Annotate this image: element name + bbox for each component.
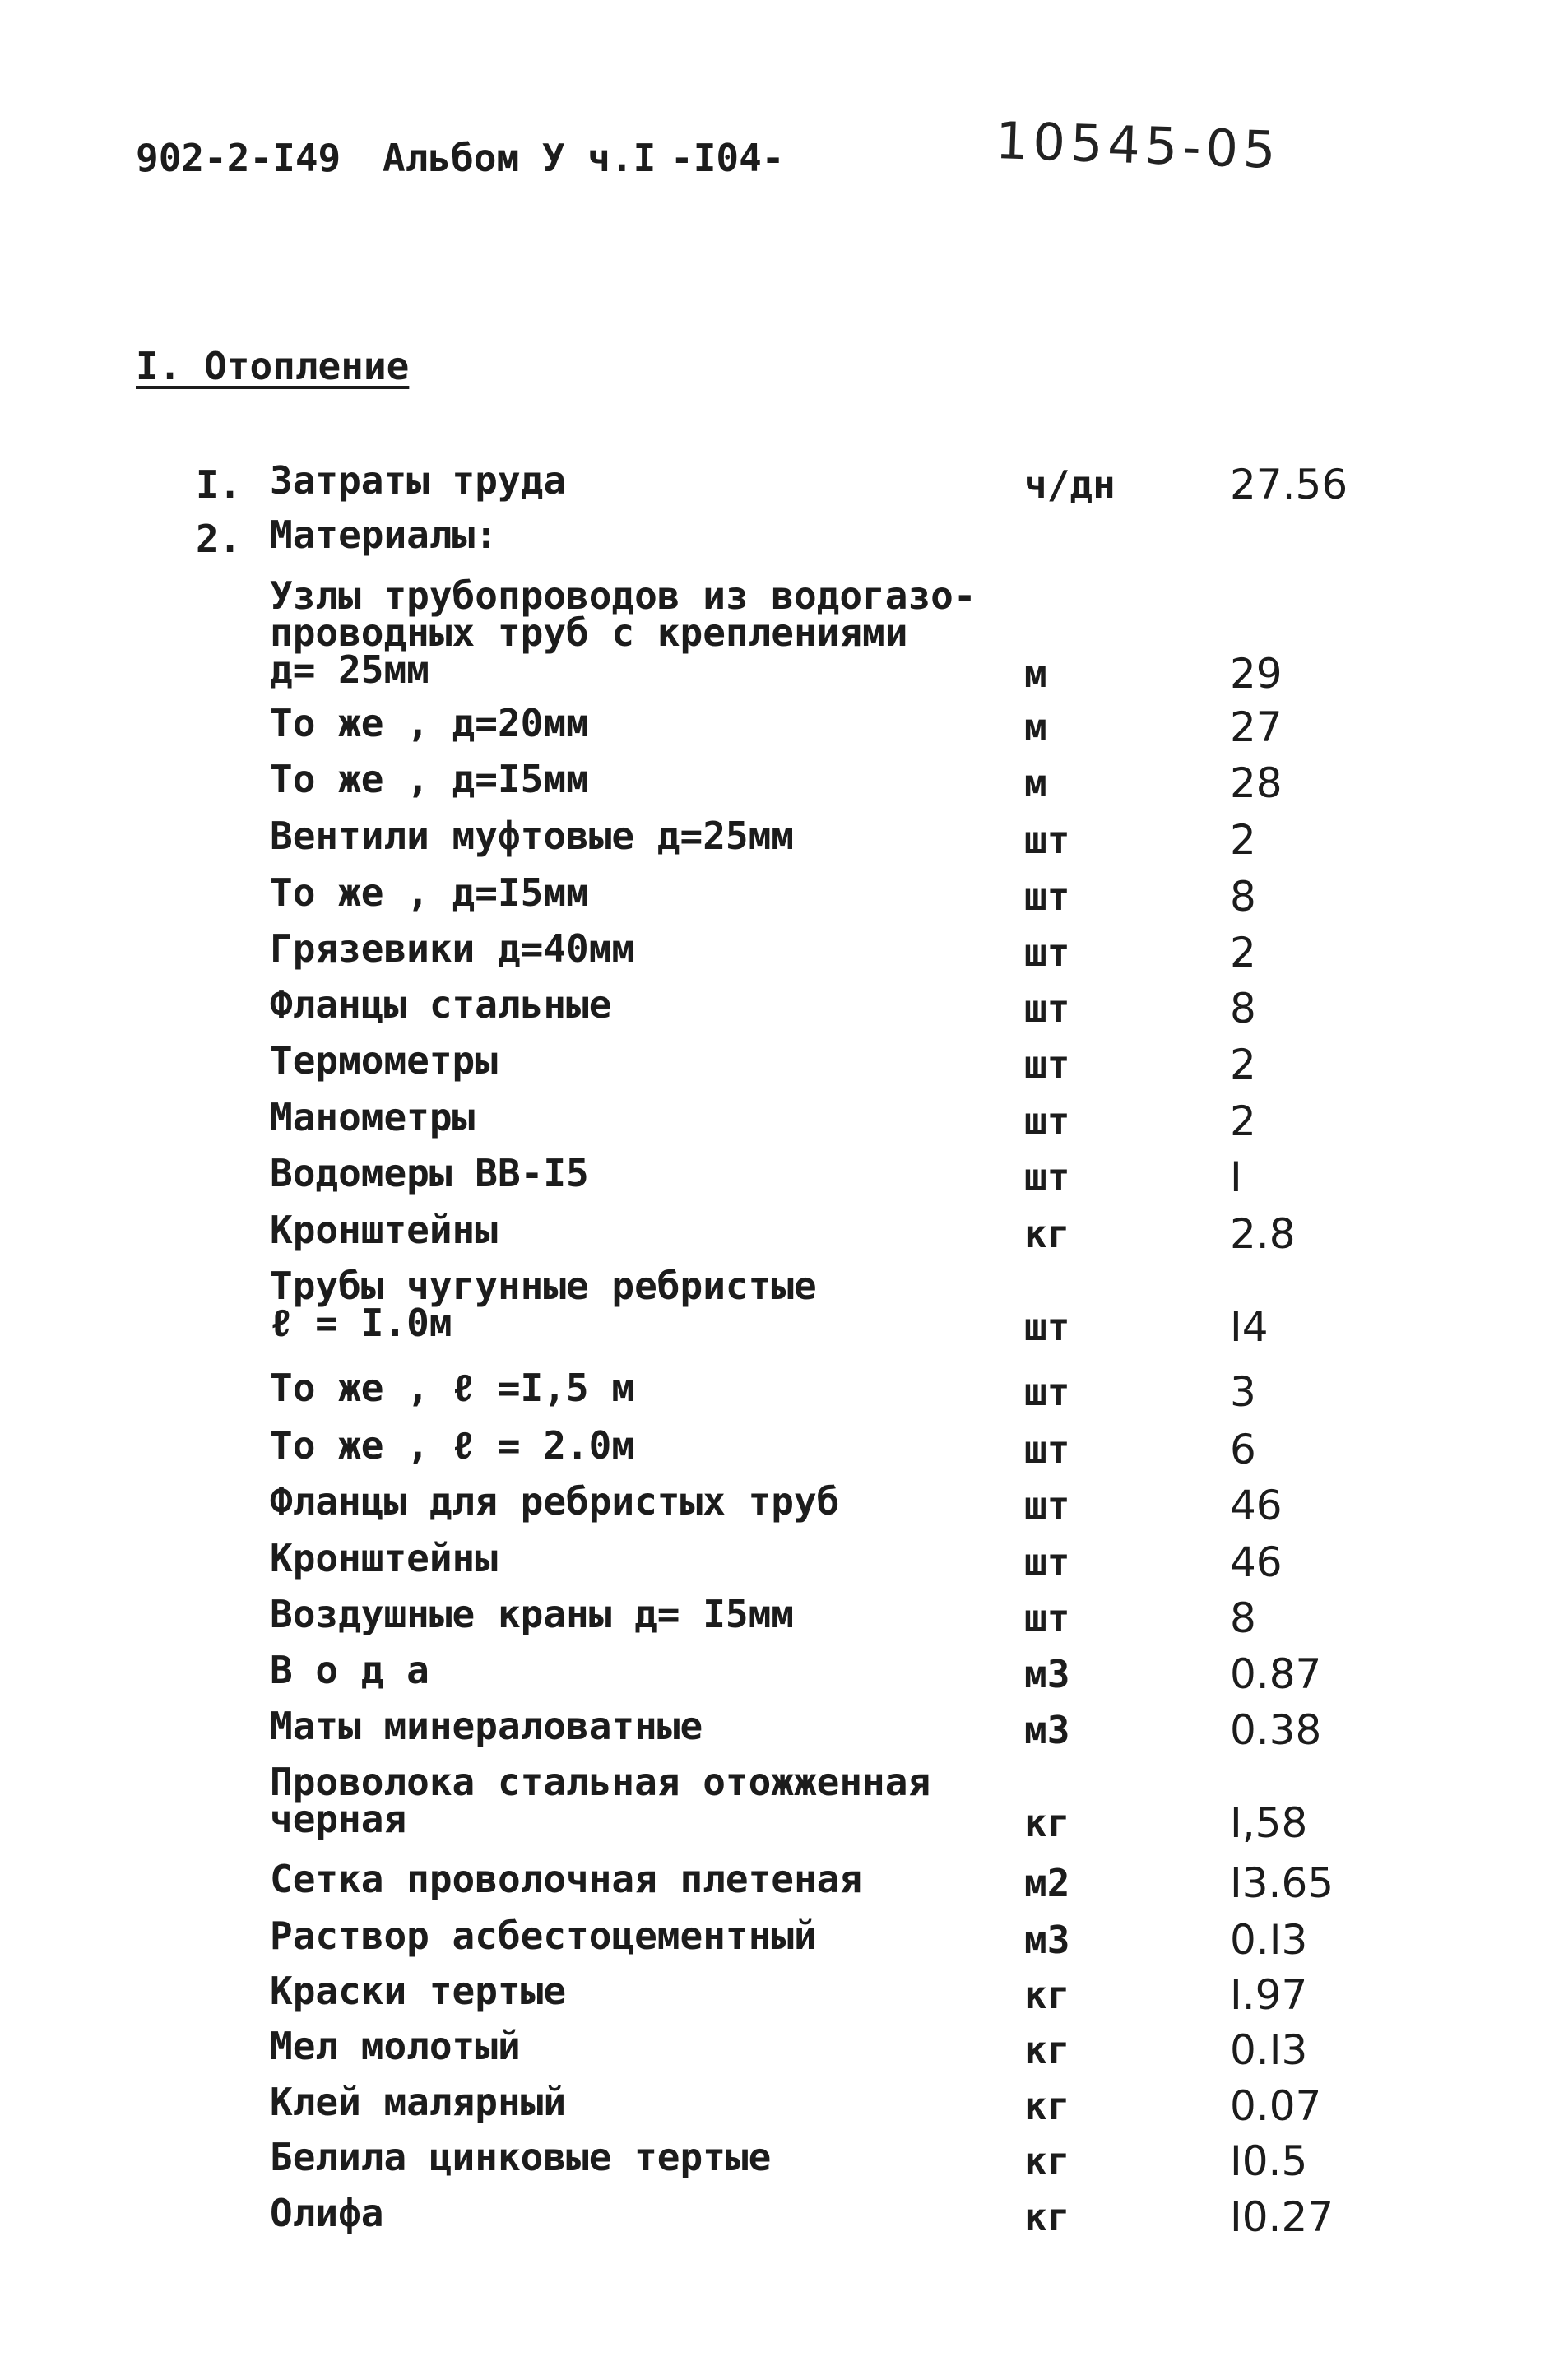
item-name: Кронштейны bbox=[270, 1536, 498, 1580]
handwritten-number: 10545-05 bbox=[994, 109, 1282, 181]
item-name: Термометры bbox=[270, 1038, 498, 1083]
item-name: Мел молотый bbox=[270, 2024, 521, 2068]
item-name: Маты минераловатные bbox=[270, 1704, 703, 1748]
item-unit: м2 bbox=[1024, 1861, 1070, 1905]
item-quantity: I0.27 bbox=[1230, 2193, 1334, 2241]
item-unit: кг bbox=[1024, 1212, 1070, 1256]
item-unit: шт bbox=[1024, 930, 1070, 975]
item-unit: шт bbox=[1024, 1596, 1070, 1640]
item-name: То же , ℓ =I,5 м bbox=[270, 1366, 635, 1410]
item-name: То же , д=20мм bbox=[270, 701, 589, 745]
item-unit: ч/дн bbox=[1024, 462, 1116, 507]
item-unit: шт bbox=[1024, 818, 1070, 862]
document-code: 902-2-I49 bbox=[136, 136, 341, 180]
item-quantity: 2.8 bbox=[1230, 1210, 1296, 1258]
item-unit: м3 bbox=[1024, 1708, 1070, 1752]
item-quantity: 46 bbox=[1230, 1482, 1283, 1529]
item-unit: кг bbox=[1024, 2028, 1070, 2072]
item-name: Материалы: bbox=[270, 513, 498, 557]
item-quantity: 3 bbox=[1230, 1368, 1256, 1416]
item-unit: м bbox=[1024, 705, 1047, 749]
item-unit: м bbox=[1024, 652, 1047, 696]
item-unit: кг bbox=[1024, 1973, 1070, 2017]
item-number: I. bbox=[196, 462, 242, 507]
item-unit: м bbox=[1024, 761, 1047, 805]
item-number: 2. bbox=[196, 517, 242, 561]
album-label: Альбом У ч.I bbox=[383, 136, 657, 180]
item-quantity: 2 bbox=[1230, 816, 1256, 864]
item-unit: шт bbox=[1024, 1427, 1070, 1472]
item-quantity: 0.87 bbox=[1230, 1650, 1322, 1698]
item-quantity: 2 bbox=[1230, 1041, 1256, 1088]
item-unit: шт bbox=[1024, 1155, 1070, 1199]
item-quantity: 27 bbox=[1230, 703, 1283, 751]
item-quantity: I,58 bbox=[1230, 1799, 1308, 1847]
item-name: Вентили муфтовые д=25мм bbox=[270, 814, 794, 858]
item-name: Водомеры ВВ-I5 bbox=[270, 1151, 589, 1195]
item-unit: кг bbox=[1024, 2139, 1070, 2183]
page-number: -I04- bbox=[670, 136, 785, 180]
item-quantity: 0.07 bbox=[1230, 2082, 1322, 2130]
item-unit: кг bbox=[1024, 2084, 1070, 2128]
item-unit: шт bbox=[1024, 1099, 1070, 1144]
item-quantity: 2 bbox=[1230, 929, 1256, 977]
item-name: Фланцы стальные bbox=[270, 982, 612, 1027]
item-quantity: 0.I3 bbox=[1230, 2026, 1308, 2074]
item-name: Белила цинковые тертые bbox=[270, 2135, 772, 2179]
item-name: То же , д=I5мм bbox=[270, 870, 589, 915]
item-quantity: 8 bbox=[1230, 1594, 1256, 1642]
item-unit: шт bbox=[1024, 1370, 1070, 1414]
item-unit: шт bbox=[1024, 1042, 1070, 1087]
item-quantity: 0.I3 bbox=[1230, 1916, 1308, 1964]
item-name: То же , д=I5мм bbox=[270, 757, 589, 801]
item-name: Клей малярный bbox=[270, 2080, 567, 2124]
item-unit: кг bbox=[1024, 1801, 1070, 1845]
item-name: Краски тертые bbox=[270, 1969, 567, 2013]
item-unit: м3 bbox=[1024, 1918, 1070, 1962]
item-quantity: 0.38 bbox=[1230, 1706, 1322, 1754]
item-quantity: 46 bbox=[1230, 1538, 1283, 1586]
item-quantity: 2 bbox=[1230, 1097, 1256, 1145]
section-title: I. Отопление bbox=[136, 344, 410, 388]
item-quantity: 27.56 bbox=[1230, 461, 1348, 508]
item-quantity: I.97 bbox=[1230, 1971, 1308, 2019]
item-quantity: I4 bbox=[1230, 1303, 1269, 1351]
item-name: Проволока стальная отожженная черная bbox=[270, 1760, 931, 1841]
item-unit: кг bbox=[1024, 2195, 1070, 2239]
item-unit: шт bbox=[1024, 986, 1070, 1031]
item-unit: шт bbox=[1024, 1305, 1070, 1349]
item-name: Манометры bbox=[270, 1095, 476, 1139]
item-quantity: I3.65 bbox=[1230, 1859, 1334, 1907]
item-name: Воздушные краны д= I5мм bbox=[270, 1592, 794, 1636]
item-quantity: 8 bbox=[1230, 873, 1256, 921]
item-quantity: I bbox=[1230, 1153, 1242, 1201]
item-quantity: I0.5 bbox=[1230, 2137, 1308, 2185]
item-quantity: 8 bbox=[1230, 985, 1256, 1032]
item-unit: шт bbox=[1024, 1540, 1070, 1584]
item-unit: м3 bbox=[1024, 1652, 1070, 1696]
item-name: Фланцы для ребристых труб bbox=[270, 1479, 840, 1524]
item-name: Раствор асбестоцементный bbox=[270, 1914, 817, 1958]
item-name: Узлы трубопроводов из водогазо- проводных труб с креплениями д= 25мм bbox=[270, 573, 977, 692]
item-unit: шт bbox=[1024, 875, 1070, 919]
item-name: Затраты труда bbox=[270, 458, 567, 503]
item-name: То же , ℓ = 2.0м bbox=[270, 1423, 635, 1468]
item-name: Олифа bbox=[270, 2191, 384, 2235]
item-name: Кронштейны bbox=[270, 1208, 498, 1252]
item-quantity: 28 bbox=[1230, 759, 1283, 807]
item-name: Грязевики д=40мм bbox=[270, 926, 635, 971]
item-name: Трубы чугунные ребристые ℓ = I.0м bbox=[270, 1264, 817, 1345]
item-name: В о д а bbox=[270, 1648, 429, 1692]
item-name: Сетка проволочная плетеная bbox=[270, 1857, 863, 1901]
item-quantity: 6 bbox=[1230, 1426, 1256, 1473]
item-quantity: 29 bbox=[1230, 650, 1283, 698]
item-unit: шт bbox=[1024, 1483, 1070, 1528]
